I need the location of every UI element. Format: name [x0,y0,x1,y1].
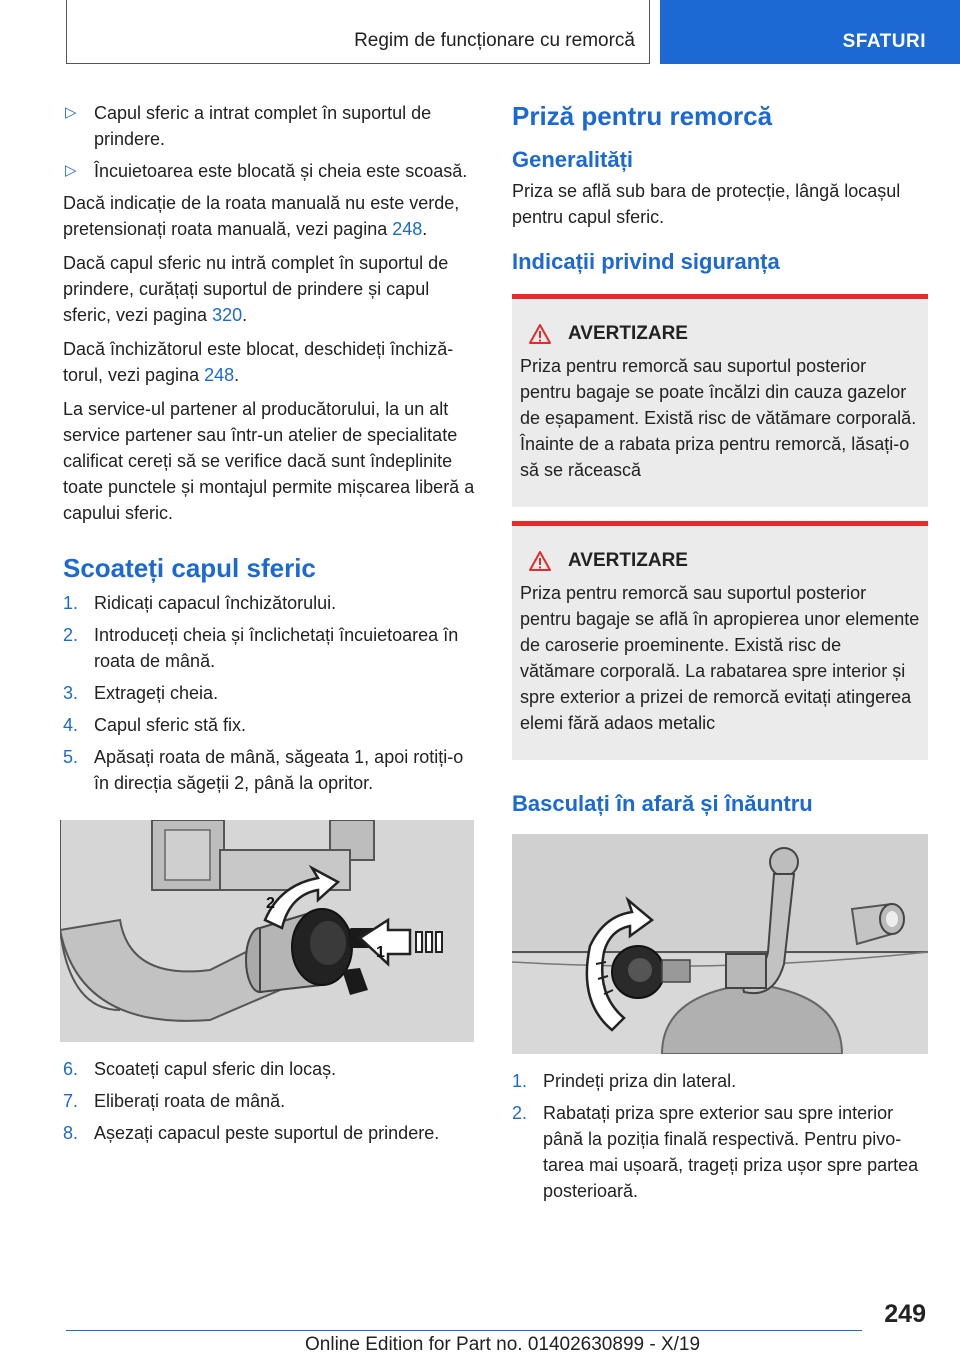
edition-footer: Online Edition for Part no. 01402630899 - X/19 [305,1334,701,1355]
warning-box [512,294,928,507]
bullet-text: Încuietoarea este blocată și cheia este scoasă. [94,161,468,181]
chapter-header [66,0,650,64]
warning-box [512,521,928,760]
step-number: 3. [63,683,79,703]
warning-triangle-icon [528,323,552,345]
step-text: Rabatați priza spre exterior sau spre interior până la poziția finală respectivă. Pentru pivotarea mai ușoară, trageți priza ușor spre partea posterioară. [543,1103,919,1201]
page-link[interactable]: 248 [204,365,235,385]
step-item [63,1120,479,1146]
step-text: Ridicați capacul închizătorului. [94,593,337,613]
paragraph: Priza se află sub bara de protecție, lângă locașul pentru capul sferic. [512,181,901,227]
step-item [63,680,479,706]
step-text: Apăsați roata de mână, săgeata 1, apoi rotiți-o în direcția săgeții 2, până la opritor. [94,747,464,793]
step-number: 2. [63,625,79,645]
warning-label: AVERTIZARE [568,323,688,344]
step-item [512,1100,928,1204]
subsection-heading: Basculați în afară și înăuntru [512,791,813,816]
step-item [512,1068,928,1094]
step-item [63,622,479,674]
paragraph-text: Dacă închizătorul este blocat, deschideți închizătorul, vezi pagina [63,339,454,385]
subsection-heading: Generalități [512,147,634,172]
step-text: Scoateți capul sferic din locaș. [94,1059,337,1079]
paragraph-text: Dacă indicație de la roata manuală nu este verde, pretensionați roata manuală, vezi pagina [63,193,460,239]
warning-header [520,321,920,347]
paragraph: Dacă indicație de la roata manuală nu este verde, pretensionați roata manuală, vezi pagina 248. [63,193,460,239]
ball-head-removal-illustration [60,820,474,1042]
warning-label: AVERTIZARE [568,550,688,571]
paragraph: Dacă capul sferic nu intră complet în suportul de prindere, curățați suportul de prindere și capul sferic, vezi pagina 320. [63,253,449,325]
step-text: Introduceți cheia și înclichetați încuietoarea în roata de mână. [94,625,459,671]
figure-label: 2 [266,895,275,912]
step-number: 1. [63,593,79,613]
section-heading: Scoateți capul sferic [63,553,316,583]
subsection-heading: Indicații privind siguranța [512,249,780,274]
left-column [63,100,479,1152]
ball-head-drawing [60,820,474,1042]
step-item [63,1056,479,1082]
step-number: 7. [63,1091,79,1111]
step-text: Eliberați roata de mână. [94,1091,286,1111]
step-item [63,1088,479,1114]
step-text: Extrageți cheia. [94,683,219,703]
section-title: SFATURI [842,31,926,52]
paragraph: La service-ul partener al producătorului, la un alt service partener sau într-un atelier de specialitate calificat cereți să se verifice dacă sunt îndeplinite toate punctele și montajul permite mișcarea liberă a capului sferic. [63,399,475,523]
step-text: Prindeți priza din lateral. [543,1071,737,1091]
footer-divider [66,1330,862,1331]
step-item [63,712,479,738]
bullet-item [63,100,479,152]
step-number: 6. [63,1059,79,1079]
page-link[interactable]: 320 [212,305,243,325]
triangle-bullet-icon: ▷ [65,104,77,121]
step-number: 1. [512,1071,528,1091]
step-number: 5. [63,747,79,767]
paragraph: Dacă închizătorul este blocat, deschideți închizătorul, vezi pagina 248. [63,339,454,385]
paragraph-text: Dacă capul sferic nu intră complet în suportul de prindere, curățați suportul de prindere și capul sferic, vezi pagina [63,253,449,325]
warning-text: Priza pentru remorcă sau suportul posterior pentru bagaje se află în apropierea unor elemente de caroserie proeminente. Există risc de vătămare corporală. La rabatarea spre interior și spre exterior a prizei de remorcă evitați atingerea elemi fără adaos metalic [520,583,920,733]
bullet-item [63,158,479,184]
warning-triangle-icon [528,550,552,572]
chapter-title: Regim de funcționare cu remorcă [354,30,635,51]
right-column [512,100,928,1210]
trailer-socket-illustration [512,834,928,1054]
trailer-socket-drawing [512,834,928,1054]
section-heading: Priză pentru remorcă [512,101,773,131]
step-number: 4. [63,715,79,735]
step-number: 8. [63,1123,79,1143]
step-text: Capul sferic stă fix. [94,715,247,735]
step-text: Așezați capacul peste suportul de prindere. [94,1123,440,1143]
warning-header [520,548,920,574]
section-tab [660,0,960,64]
triangle-bullet-icon: ▷ [65,162,77,179]
page-link[interactable]: 248 [392,219,423,239]
figure-label: 1 [376,944,385,961]
step-item [63,744,479,796]
warning-text: Priza pentru remorcă sau suportul posterior pentru bagaje se poate încălzi din cauza gazelor de eșapament. Există risc de vătămare corporală. Înainte de a rabata priza pentru remorcă, lăsați-o să se răcească [520,356,917,480]
step-item [63,590,479,616]
step-number: 2. [512,1103,528,1123]
page-number: 249 [884,1300,926,1328]
bullet-text: Capul sferic a intrat complet în suportul de prindere. [94,103,432,149]
